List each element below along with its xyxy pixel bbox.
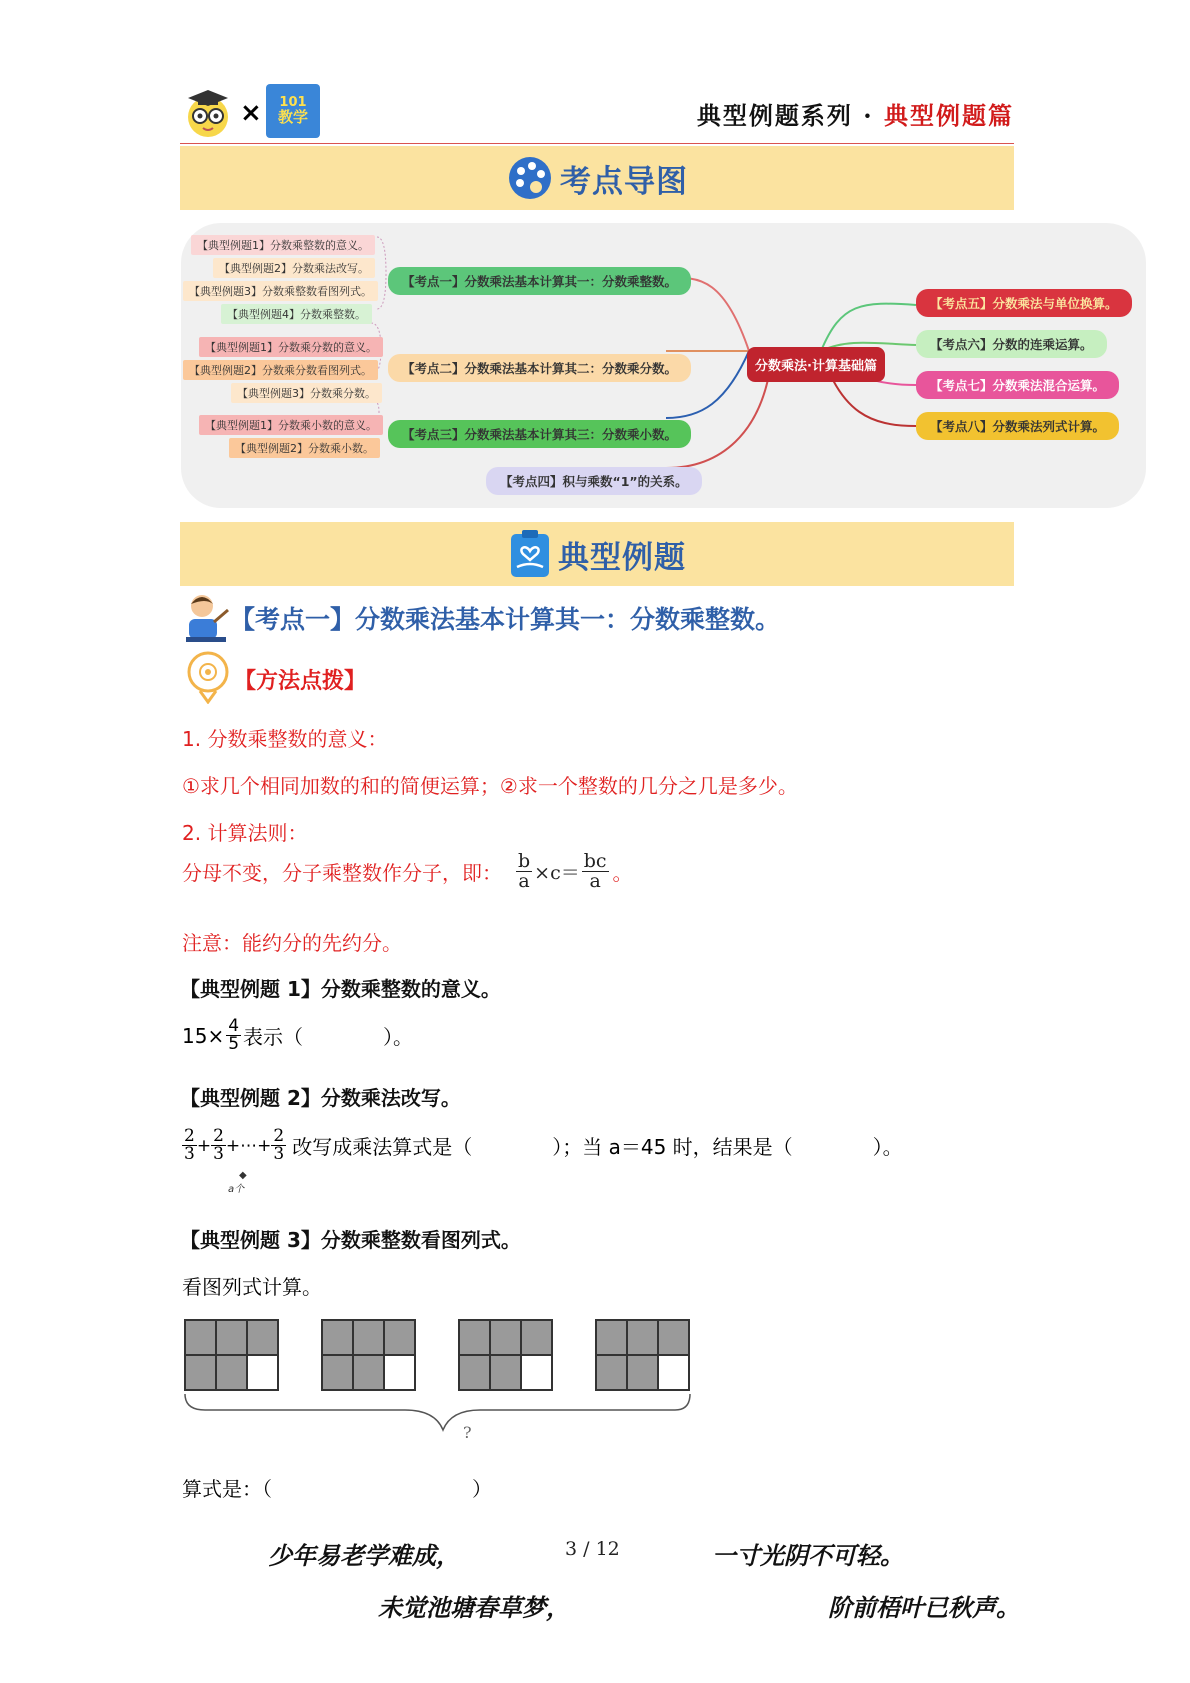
leaf-3-2: 【典型例题2】分数乘小数。 bbox=[229, 438, 380, 458]
page-number: 3 / 12 bbox=[565, 1538, 620, 1560]
poem-line-1-right: 一寸光阴不可轻。 bbox=[712, 1541, 904, 1570]
leaf-2-3: 【典型例题3】分数乘分数。 bbox=[231, 383, 382, 403]
leaf-1-1: 【典型例题1】分数乘整数的意义。 bbox=[191, 235, 375, 255]
e2-under-mark: ◆ bbox=[239, 1170, 247, 1181]
e2-under-label: a个 bbox=[228, 1184, 245, 1195]
grid-cell bbox=[521, 1320, 552, 1355]
formula-frac-2 bbox=[582, 852, 609, 891]
curly-brace bbox=[185, 1394, 690, 1430]
leaf-1-4: 【典型例题4】分数乘整数。 bbox=[221, 304, 372, 324]
leaf-1-2: 【典型例题2】分数乘法改写。 bbox=[213, 258, 375, 278]
grid-cell bbox=[627, 1320, 658, 1355]
teacher-icon bbox=[184, 592, 230, 644]
grid-cell bbox=[596, 1355, 627, 1390]
e2-plus-1: + bbox=[196, 1135, 212, 1156]
bulb-badge bbox=[186, 650, 230, 704]
grid-cell bbox=[322, 1320, 353, 1355]
grid-cell bbox=[216, 1320, 247, 1355]
header-divider bbox=[180, 143, 1014, 144]
example-3-subtitle: 看图列式计算。 bbox=[182, 1275, 322, 1299]
grid-cell bbox=[658, 1320, 689, 1355]
e1-pre: 15× bbox=[182, 1023, 225, 1048]
leaf-1-3: 【典型例题3】分数乘整数看图列式。 bbox=[183, 281, 378, 301]
grid-cell bbox=[384, 1355, 415, 1390]
e1-num: 4 bbox=[228, 1016, 240, 1036]
teacher-avatar bbox=[184, 592, 230, 644]
formula-n1: b bbox=[518, 850, 531, 872]
example-1-title: 【典型例题 1】分数乘整数的意义。 bbox=[180, 977, 501, 1001]
method-line-4 bbox=[182, 852, 633, 891]
palette-icon bbox=[506, 154, 554, 202]
formula-d2: a bbox=[589, 870, 601, 892]
grid-cell bbox=[658, 1355, 689, 1390]
method-line-3: 2. 计算法则： bbox=[182, 821, 308, 845]
e2-under-brace bbox=[228, 1172, 247, 1195]
e1-frac bbox=[226, 1018, 241, 1053]
leaf-2-2: 【典型例题2】分数乘分数看图列式。 bbox=[183, 360, 378, 380]
grid-cell bbox=[185, 1320, 216, 1355]
topic-6: 【考点六】分数的连乘运算。 bbox=[916, 330, 1107, 358]
poem-line-1-left: 少年易老学难成， bbox=[268, 1541, 460, 1570]
owl-mascot-icon bbox=[183, 84, 233, 138]
grid-cell bbox=[353, 1355, 384, 1390]
grid-cell bbox=[596, 1320, 627, 1355]
map-banner-title: 考点导图 bbox=[560, 163, 688, 200]
header-title bbox=[697, 96, 1014, 131]
e2-text: 改写成乘法算式是（ ）；当 a＝45 时，结果是（ ）。 bbox=[292, 1135, 903, 1159]
method-line-2: ①求几个相同加数的和的简便运算；②求一个整数的几分之几是多少。 bbox=[182, 774, 798, 798]
brand-logo-bottom: 教学 bbox=[277, 107, 308, 126]
topic-1: 【考点一】分数乘法基本计算其一：分数乘整数。 bbox=[388, 267, 691, 295]
grid-cell bbox=[490, 1320, 521, 1355]
section-title: 【考点一】分数乘法基本计算其一：分数乘整数。 bbox=[230, 605, 781, 634]
e1-den: 5 bbox=[228, 1034, 240, 1054]
lightbulb-icon bbox=[186, 650, 230, 704]
grid-cell bbox=[490, 1355, 521, 1390]
formula-n2: bc bbox=[583, 850, 607, 872]
example-2-question bbox=[182, 1128, 903, 1163]
grid-groups bbox=[185, 1320, 689, 1390]
mind-map-center: 分数乘法·计算基础篇 bbox=[747, 347, 885, 382]
brace-question-mark: ? bbox=[463, 1423, 472, 1442]
method-formula bbox=[516, 852, 609, 891]
e1-post: 表示（ ）。 bbox=[243, 1025, 414, 1049]
formula-end: 。 bbox=[612, 861, 633, 885]
map-banner bbox=[180, 146, 1014, 210]
grid-cell bbox=[459, 1355, 490, 1390]
grid-cell bbox=[216, 1355, 247, 1390]
formula-frac-1 bbox=[516, 852, 532, 891]
formula-op: ×c＝ bbox=[534, 862, 580, 884]
grid-figure bbox=[180, 1318, 700, 1448]
e2-frac-3: $\frac{2}{3}$ bbox=[273, 1126, 285, 1164]
times-sign: × bbox=[240, 98, 262, 128]
grid-cell bbox=[521, 1355, 552, 1390]
examples-banner bbox=[180, 522, 1014, 586]
topic-3: 【考点三】分数乘法基本计算其三：分数乘小数。 bbox=[388, 420, 691, 448]
grid-cell bbox=[627, 1355, 658, 1390]
method-line-1: 1. 分数乘整数的意义： bbox=[182, 727, 388, 751]
topic-4: 【考点四】积与乘数“1”的关系。 bbox=[486, 467, 702, 495]
example-3-answer: 算式是：（ ） bbox=[182, 1477, 492, 1501]
leaf-3-1: 【典型例题1】分数乘小数的意义。 bbox=[199, 415, 383, 435]
example-3-title: 【典型例题 3】分数乘整数看图列式。 bbox=[180, 1228, 521, 1252]
owl-logo bbox=[183, 84, 233, 138]
examples-banner-title: 典型例题 bbox=[558, 539, 686, 576]
brand-logo bbox=[266, 84, 320, 138]
grid-cell bbox=[353, 1320, 384, 1355]
brand-logo-top: 101 bbox=[279, 95, 307, 111]
method-line-5: 注意：能约分的先约分。 bbox=[182, 931, 402, 955]
mind-map bbox=[181, 223, 1146, 508]
topic-5: 【考点五】分数乘法与单位换算。 bbox=[916, 289, 1132, 317]
e2-plus-2: + bbox=[225, 1135, 241, 1156]
formula-d1: a bbox=[518, 870, 530, 892]
grid-cell bbox=[247, 1355, 278, 1390]
topic-8: 【考点八】分数乘法列式计算。 bbox=[916, 412, 1119, 440]
method-rule-text: 分母不变，分子乘整数作分子，即： bbox=[182, 861, 502, 885]
method-heading: 【方法点拨】 bbox=[234, 669, 367, 694]
poem-line-2-right: 阶前梧叶已秋声。 bbox=[828, 1593, 1020, 1622]
example-2-title: 【典型例题 2】分数乘法改写。 bbox=[180, 1086, 461, 1110]
grid-cell bbox=[322, 1355, 353, 1390]
e2-dots: ⋯+ bbox=[240, 1135, 272, 1156]
topic-2: 【考点二】分数乘法基本计算其二：分数乘分数。 bbox=[388, 354, 691, 382]
grid-cell bbox=[459, 1320, 490, 1355]
e2-frac-2: $\frac{2}{3}$ bbox=[213, 1126, 224, 1164]
header-title-main: 典型例题系列 · bbox=[696, 101, 884, 130]
clipboard-heart-icon bbox=[508, 529, 552, 579]
grid-cell bbox=[384, 1320, 415, 1355]
example-1-question bbox=[182, 1018, 413, 1053]
poem-line-2-left: 未觉池塘春草梦， bbox=[378, 1593, 570, 1622]
grid-cell bbox=[185, 1355, 216, 1390]
e2-frac-1: $\frac{2}{3}$ bbox=[184, 1126, 195, 1164]
leaf-2-1: 【典型例题1】分数乘分数的意义。 bbox=[199, 337, 383, 357]
header-title-accent: 典型例题篇 bbox=[884, 101, 1014, 130]
topic-7: 【考点七】分数乘法混合运算。 bbox=[916, 371, 1119, 399]
grid-cell bbox=[247, 1320, 278, 1355]
